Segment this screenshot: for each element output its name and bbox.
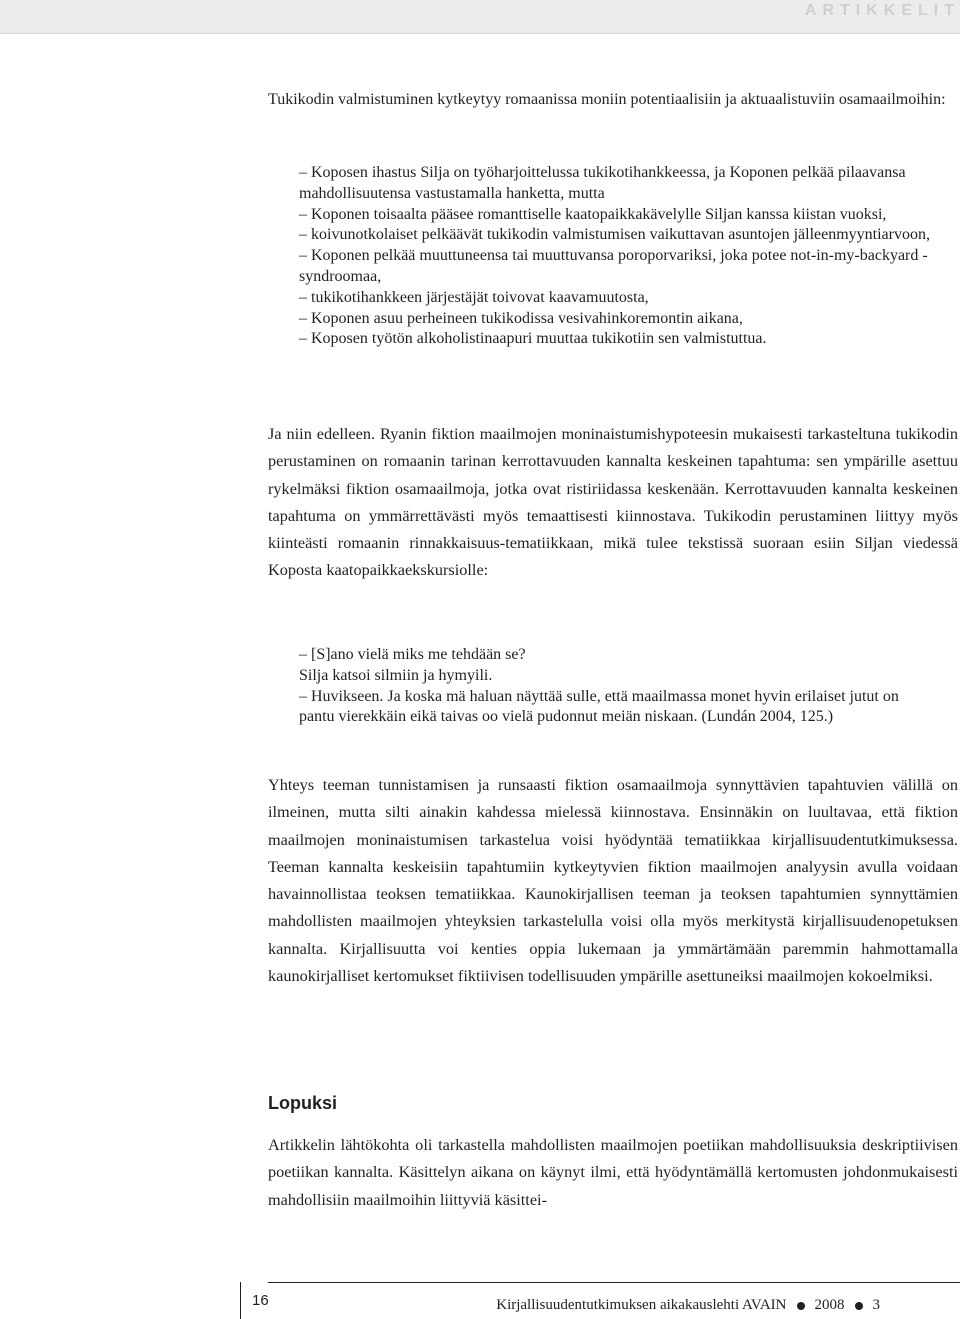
journal-title: Kirjallisuudentutkimuksen aikakauslehti AVAIN xyxy=(496,1297,787,1313)
list-item: – Koponen toisaalta pääsee romanttiselle kaatopaikkakävelylle Siljan kanssa kiistan vuoksi, xyxy=(299,205,887,223)
section-header-bar xyxy=(0,0,960,34)
journal-year: 2008 xyxy=(814,1297,845,1313)
footer-divider xyxy=(240,1282,241,1319)
list-item: – Koposen ihastus Silja on työharjoittelussa tukikotihankkeessa, ja Koponen pelkää pilaavansa mahdollisuutensa vastustamalla hanketta, mutta xyxy=(299,164,906,202)
section-heading: Lopuksi xyxy=(268,1093,338,1113)
list-item: – Koposen työtön alkoholistinaapuri muuttaa tukikotiin sen valmistuttua. xyxy=(299,330,767,348)
bullet-icon xyxy=(855,1302,863,1310)
journal-issue: 3 xyxy=(872,1297,880,1313)
consequence-list xyxy=(299,163,949,350)
block-quote xyxy=(299,645,909,728)
footer-rule xyxy=(268,1282,960,1283)
quote-line: – [S]ano vielä miks me tehdään se? xyxy=(299,646,526,663)
list-item: – tukikotihankkeen järjestäjät toivovat kaavamuutosta, xyxy=(299,288,649,306)
body-paragraph-3: Artikkelin lähtökohta oli tarkastella mahdollisten maailmojen poetiikan mahdollisuuksia deskriptiivisen poetiikan kannalta. Käsittelyn aikana on käynyt ilmi, että hyödyntämällä kertomusten johdonmukaisesti mahdollisiin maailmoihin liittyviä käsittei- xyxy=(268,1135,958,1209)
page-number: 16 xyxy=(252,1292,269,1309)
list-item: – Koponen pelkää muuttuneensa tai muuttuvansa poroporvariksi, joka potee not-in-my-backyard -syndroomaa, xyxy=(299,247,928,285)
journal-footer xyxy=(496,1297,880,1314)
quote-line: Silja katsoi silmiin ja hymyili. xyxy=(299,666,493,684)
body-paragraph-2: Yhteys teeman tunnistamisen ja runsaasti fiktion osamaailmoja synnyttävien tapahtuvien välillä on ilmeinen, mutta silti ainakin kahdessa mielessä kiinnostava. Ensinnäkin on luultavaa, että fiktion maailmojen moninaistumisen tarkastelua voisi hyödyntää tematiikkaa kirjallisuudentutkimuksessa. Teeman kannalta keskeisiin tapahtumiin kytkeytyvien fiktion maailmojen analyysin avulla voidaan havainnollistaa teoksen tematiikkaa. Kaunokirjallisen teeman ja teoksen tapahtumien synnyttämien mahdollisten maailmojen yhteyksien tarkastelulla voisi olla myös merkitystä kirjallisuudenopetuksen kannalta. Kirjallisuutta voi kenties oppia lukemaan ja ymmärtämään paremmin hahmottamalla kaunokirjalliset kertomukset fiktiivisen todellisuuden ympärille asettuneiksi maailmojen kokoelmiksi. xyxy=(268,775,958,986)
section-label: ARTIKKELIT xyxy=(804,2,960,19)
list-item: – Koponen asuu perheineen tukikodissa vesivahinkoremontin aikana, xyxy=(299,309,743,327)
bullet-icon xyxy=(797,1302,805,1310)
body-paragraph-1: Ja niin edelleen. Ryanin fiktion maailmojen moninaistumishypoteesin mukaisesti tarkasteltuna tukikodin perustaminen on romaanin tarinan kerrottavuuden kannalta keskeinen tapahtuma: sen ympärille asettuu rykelmäksi fiktion osamaailmoja, jotka ovat ristiriidassa keskenään. Kerrottavuuden kannalta keskeinen tapahtuma on ymmärrettävästi myös temaattisesti kiinnostava. Tukikodin perustaminen liittyy myös kiinteästi romaanin rinnakkaisuus-tematiikkaan, mikä tulee tekstissä suoraan esiin Siljan viedessä Koposta kaatopaikkaekskursiolle: xyxy=(268,424,958,580)
quote-line: – Huvikseen. Ja koska mä haluan näyttää sulle, että maailmassa monet hyvin erilaiset jutut on pantu vierekkäin eikä taivas oo vielä pudonnut meiän niskaan. (Lundán 2004, 125.) xyxy=(299,687,899,726)
list-item: – koivunotkolaiset pelkäävät tukikodin valmistumisen vaikuttavan asuntojen jälleenmyyntiarvoon, xyxy=(299,226,930,244)
intro-paragraph: Tukikodin valmistuminen kytkeytyy romaanissa moniin potentiaalisiin ja aktuaalistuviin osamaailmoihin: xyxy=(268,91,946,108)
